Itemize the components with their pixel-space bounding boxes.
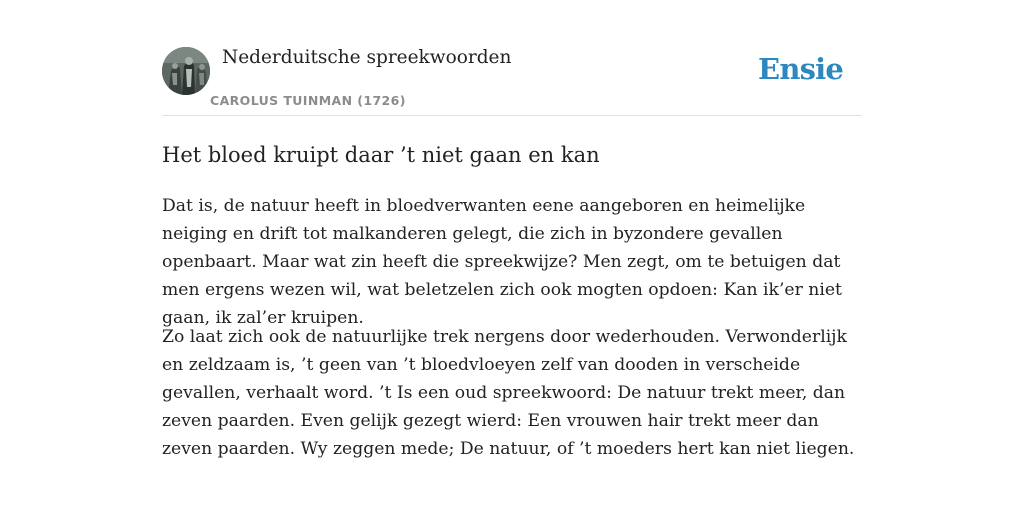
article-container (162, 0, 862, 459)
author-name[interactable]: CAROLUS TUINMAN (1726) (210, 93, 406, 108)
book-title[interactable]: Nederduitsche spreekwoorden (222, 47, 512, 68)
article-header (162, 0, 862, 116)
entry-paragraph: Zo laat zich ook de natuurlijke trek nergens door wederhouden. Verwonderlijk en zeldzaam is, ’t geen van ’t bloedvloeyen zelf van dooden in verscheide gevallen, verhaalt word. ’t Is een oud spreekwoord: De natuur trekt meer, dan zeven paarden. Even gelijk gezegt wierd: Een vrouwen hair trekt meer dan zeven paarden. Wy zeggen mede; De natuur, of ’t moeders hert kan niet liegen. (162, 327, 855, 459)
entry-paragraph: Dat is, de natuur heeft in bloedverwanten eene aangeboren en heimelijke neiging en drift tot malkanderen gelegt, die zich in byzondere gevallen openbaart. Maar wat zin heeft die spreekwijze? Men zegt, om te betuigen dat men ergens wezen wil, wat beletzelen zich ook mogten opdoen: Kan ik’er niet gaan, ik zal’er kruipen. (162, 196, 842, 328)
ensie-logo[interactable]: Ensie (758, 52, 843, 86)
author-portrait-icon[interactable] (162, 47, 210, 95)
entry-title: Het bloed kruipt daar ’t niet gaan en kan (162, 143, 600, 167)
